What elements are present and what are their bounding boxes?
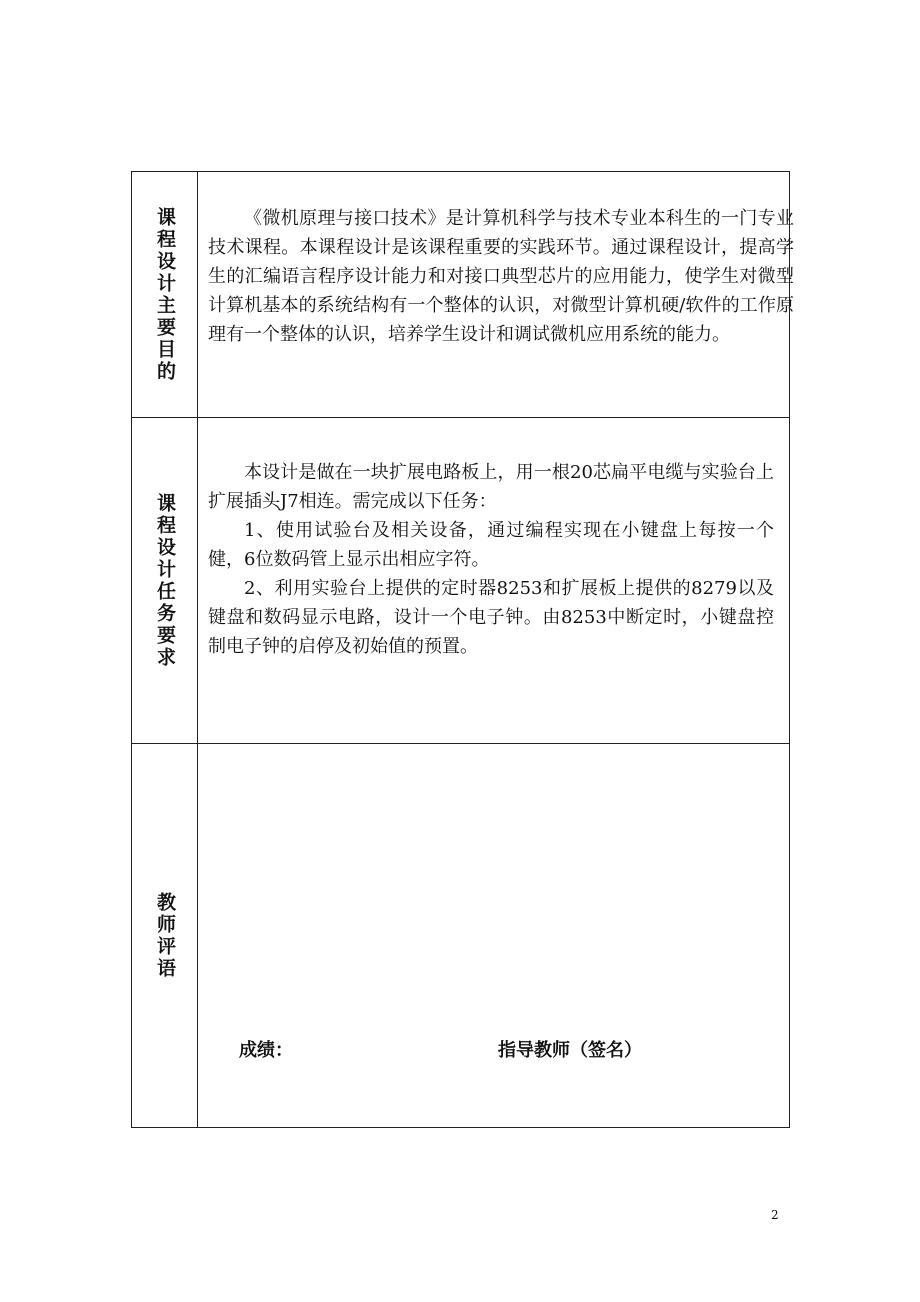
purpose-label-cell	[132, 172, 198, 417]
comments-label: 教师评语	[154, 891, 176, 980]
grade-label: 成绩：	[239, 1040, 293, 1061]
purpose-paragraph: 《微机原理与接口技术》是计算机科学与技术专业本科生的一门专业技术课程。本课程设计是该课程重要的实践环节。通过课程设计，提高学生的汇编语言程序设计能力和对接口典型芯片的应用能力，使学生对微型计算机基本的系统结构有一个整体的认识，对微型计算机硬/软件的工作原理有一个整体的认识，培养学生设计和调试微机应用系统的能力。	[208, 208, 794, 345]
page-number: 2	[771, 1208, 779, 1222]
tasks-text-block	[208, 458, 774, 661]
comments-content-cell	[198, 744, 789, 1127]
advisor-signature-label: 指导教师（签名）	[498, 1040, 642, 1061]
purpose-label: 课程设计主要目的	[154, 206, 176, 383]
task-item-1: 1、使用试验台及相关设备，通过编程实现在小键盘上每按一个健，6位数码管上显示出相应字符。	[208, 520, 774, 570]
tasks-label-cell	[132, 418, 198, 743]
tasks-label: 课程设计任务要求	[154, 492, 176, 669]
purpose-row	[132, 172, 794, 417]
tasks-intro-paragraph: 本设计是做在一块扩展电路板上，用一根20芯扁平电缆与实验台上扩展插头J7相连。需完成以下任务：	[208, 462, 774, 512]
course-design-form-table	[131, 171, 794, 1128]
comments-label-cell	[132, 744, 198, 1127]
comments-row	[132, 743, 789, 1127]
purpose-content-cell	[198, 172, 794, 417]
tasks-row	[132, 417, 789, 743]
signature-line	[239, 1036, 759, 1066]
task-item-2: 2、利用实验台上提供的定时器8253和扩展板上提供的8279以及键盘和数码显示电路，设计一个电子钟。由8253中断定时，小键盘控制电子钟的启停及初始值的预置。	[208, 578, 774, 657]
tasks-content-cell	[198, 418, 789, 743]
